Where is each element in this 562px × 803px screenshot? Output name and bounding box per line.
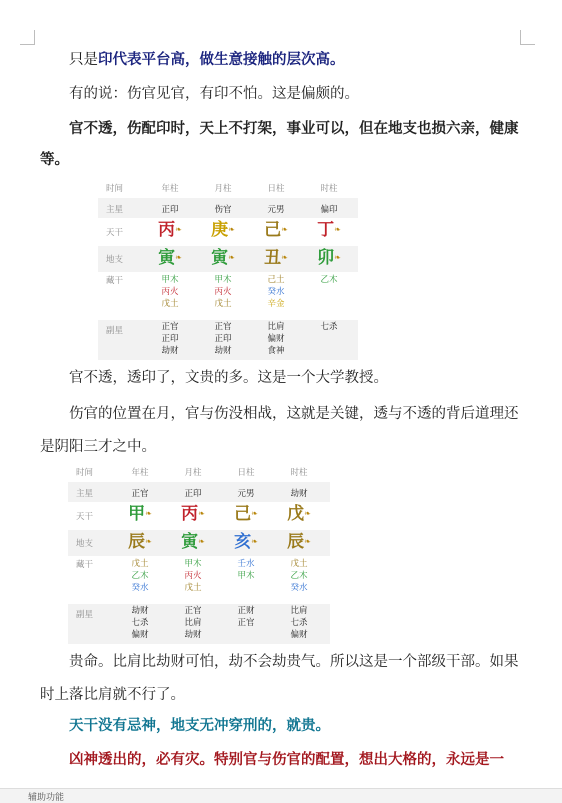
- paragraph-6: 贵命。比肩比劫财可怕，劫不会劫贵气。所以这是一个部级干部。如果时上落比肩就不行了。: [40, 654, 519, 703]
- column-header: 月柱: [184, 468, 202, 478]
- paragraph-4: 官不透，透印了，文贵的多。这是一个大学教授。: [69, 370, 388, 386]
- paragraph-8: 凶神透出的，必有灾。特别官与伤官的配置，想出大格的，永远是一: [69, 752, 504, 768]
- sub-star: 劫财: [131, 606, 149, 616]
- sub-star: 偏财: [131, 630, 149, 640]
- sub-stars: [256, 321, 296, 357]
- element-mark-icon: ❧: [334, 225, 341, 234]
- sub-star: 劫财: [214, 346, 232, 356]
- sub-star: 劫财: [184, 630, 202, 640]
- element-mark-icon: ❧: [175, 253, 182, 262]
- element-mark-icon: ❧: [251, 537, 258, 546]
- sub-star: 正官: [161, 322, 179, 332]
- hidden-stem: 甲木: [237, 571, 255, 581]
- hidden-stems: [150, 274, 190, 310]
- column-header: 年柱: [131, 468, 149, 478]
- column-header: 日柱: [237, 468, 255, 478]
- hidden-stems: [173, 558, 213, 594]
- element-mark-icon: ❧: [281, 253, 288, 262]
- hidden-stem: 戊土: [290, 559, 308, 569]
- row-label: 天干: [76, 512, 94, 522]
- heavenly-stem: 己❧: [264, 220, 288, 240]
- main-star: 偏印: [320, 205, 338, 215]
- sub-star: 正财: [237, 606, 255, 616]
- crop-mark-top-left: [20, 30, 35, 45]
- heavenly-stem: 丙❧: [181, 504, 205, 524]
- sub-stars: [150, 321, 190, 357]
- hidden-stems: [279, 558, 319, 594]
- sub-star: 比肩: [267, 322, 285, 332]
- sub-star: 七杀: [320, 322, 338, 332]
- element-mark-icon: ❧: [228, 253, 235, 262]
- earthly-branch: 辰❧: [128, 532, 152, 552]
- paragraph-2: 有的说：伤官见官，有印不怕。这是偏颇的。: [69, 86, 359, 102]
- hidden-stem: 癸水: [267, 287, 285, 297]
- row-label: 藏干: [76, 560, 94, 570]
- sub-star: 七杀: [131, 618, 149, 628]
- sub-star: 劫财: [161, 346, 179, 356]
- hidden-stems: [256, 274, 296, 310]
- main-star: 元男: [237, 489, 255, 499]
- bazi-chart-1: [98, 178, 358, 360]
- hidden-stem: 戊土: [214, 299, 232, 309]
- sub-stars: [203, 321, 243, 357]
- sub-star: 正印: [161, 334, 179, 344]
- sub-stars: [279, 605, 319, 641]
- sub-star: 比肩: [290, 606, 308, 616]
- hidden-stem: 丙火: [161, 287, 179, 297]
- column-header: 年柱: [161, 184, 179, 194]
- hidden-stem: 癸水: [290, 583, 308, 593]
- earthly-branch: 卯❧: [317, 248, 341, 268]
- earthly-branch: 丑❧: [264, 248, 288, 268]
- element-mark-icon: ❧: [175, 225, 182, 234]
- sub-stars: [226, 605, 266, 629]
- hidden-stem: 壬水: [237, 559, 255, 569]
- row-label: 天干: [106, 228, 124, 238]
- row-label: 藏干: [106, 276, 124, 286]
- element-mark-icon: ❧: [334, 253, 341, 262]
- hidden-stem: 丙火: [184, 571, 202, 581]
- hidden-stems: [203, 274, 243, 310]
- hidden-stem: 辛金: [267, 299, 285, 309]
- sub-stars: [309, 321, 349, 333]
- sub-star: 正官: [237, 618, 255, 628]
- hidden-stems: [120, 558, 160, 594]
- paragraph-7: 天干没有忌神，地支无冲穿刑的，就贵。: [69, 718, 330, 734]
- bazi-chart-2: [68, 462, 330, 644]
- earthly-branch: 寅❧: [211, 248, 235, 268]
- paragraph-1: 只是印代表平台高，做生意接触的层次高。: [69, 52, 345, 68]
- column-header: 日柱: [267, 184, 285, 194]
- element-mark-icon: ❧: [251, 509, 258, 518]
- paragraph-3: 官不透，伤配印时，天上不打架，事业可以，但在地支也损六亲，健康等。: [40, 121, 519, 168]
- heavenly-stem: 己❧: [234, 504, 258, 524]
- hidden-stems: [226, 558, 266, 582]
- row-label: 主星: [76, 489, 94, 499]
- paragraph-5: 伤官的位置在月，官与伤没相战，这就是关键，透与不透的背后道理还是阴阳三才之中。: [40, 406, 519, 455]
- hidden-stem: 甲木: [214, 275, 232, 285]
- header-label: 时间: [76, 468, 94, 478]
- hidden-stem: 乙木: [131, 571, 149, 581]
- sub-star: 正官: [214, 322, 232, 332]
- column-header: 时柱: [290, 468, 308, 478]
- hidden-stem: 乙木: [290, 571, 308, 581]
- row-label: 地支: [106, 255, 124, 265]
- element-mark-icon: ❧: [228, 225, 235, 234]
- earthly-branch: 辰❧: [287, 532, 311, 552]
- sub-star: 比肩: [184, 618, 202, 628]
- sub-star: 食神: [267, 346, 285, 356]
- sub-stars: [173, 605, 213, 641]
- sub-star: 七杀: [290, 618, 308, 628]
- heavenly-stem: 甲❧: [128, 504, 152, 524]
- hidden-stems: [309, 274, 349, 286]
- hidden-stem: 己土: [267, 275, 285, 285]
- heavenly-stem: 丁❧: [317, 220, 341, 240]
- main-star: 元男: [267, 205, 285, 215]
- row-label: 主星: [106, 205, 124, 215]
- sub-star: 偏财: [267, 334, 285, 344]
- hidden-stem: 乙木: [320, 275, 338, 285]
- earthly-branch: 亥❧: [234, 532, 258, 552]
- row-label: 副星: [106, 326, 124, 336]
- status-bar-label[interactable]: 辅助功能: [28, 793, 65, 803]
- element-mark-icon: ❧: [145, 509, 152, 518]
- hidden-stem: 戊土: [131, 559, 149, 569]
- crop-mark-top-right: [520, 30, 535, 45]
- hidden-stem: 癸水: [131, 583, 149, 593]
- row-label: 地支: [76, 539, 94, 549]
- element-mark-icon: ❧: [198, 537, 205, 546]
- sub-star: 正印: [214, 334, 232, 344]
- heavenly-stem: 戊❧: [287, 504, 311, 524]
- highlight-text: 印代表平台高，做生意接触的层次高。: [98, 52, 345, 68]
- column-header: 时柱: [320, 184, 338, 194]
- element-mark-icon: ❧: [281, 225, 288, 234]
- sub-star: 正官: [184, 606, 202, 616]
- hidden-stem: 丙火: [214, 287, 232, 297]
- main-star: 正官: [131, 489, 149, 499]
- status-bar: [0, 788, 562, 803]
- hidden-stem: 戊土: [161, 299, 179, 309]
- heavenly-stem: 庚❧: [211, 220, 235, 240]
- main-star: 正印: [184, 489, 202, 499]
- row-label: 副星: [76, 610, 94, 620]
- sub-star: 偏财: [290, 630, 308, 640]
- element-mark-icon: ❧: [145, 537, 152, 546]
- element-mark-icon: ❧: [304, 509, 311, 518]
- main-star: 伤官: [214, 205, 232, 215]
- column-header: 月柱: [214, 184, 232, 194]
- main-star: 劫财: [290, 489, 308, 499]
- earthly-branch: 寅❧: [181, 532, 205, 552]
- header-label: 时间: [106, 184, 124, 194]
- hidden-stem: 甲木: [161, 275, 179, 285]
- hidden-stem: 甲木: [184, 559, 202, 569]
- element-mark-icon: ❧: [198, 509, 205, 518]
- earthly-branch: 寅❧: [158, 248, 182, 268]
- heavenly-stem: 丙❧: [158, 220, 182, 240]
- sub-stars: [120, 605, 160, 641]
- hidden-stem: 戊土: [184, 583, 202, 593]
- element-mark-icon: ❧: [304, 537, 311, 546]
- main-star: 正印: [161, 205, 179, 215]
